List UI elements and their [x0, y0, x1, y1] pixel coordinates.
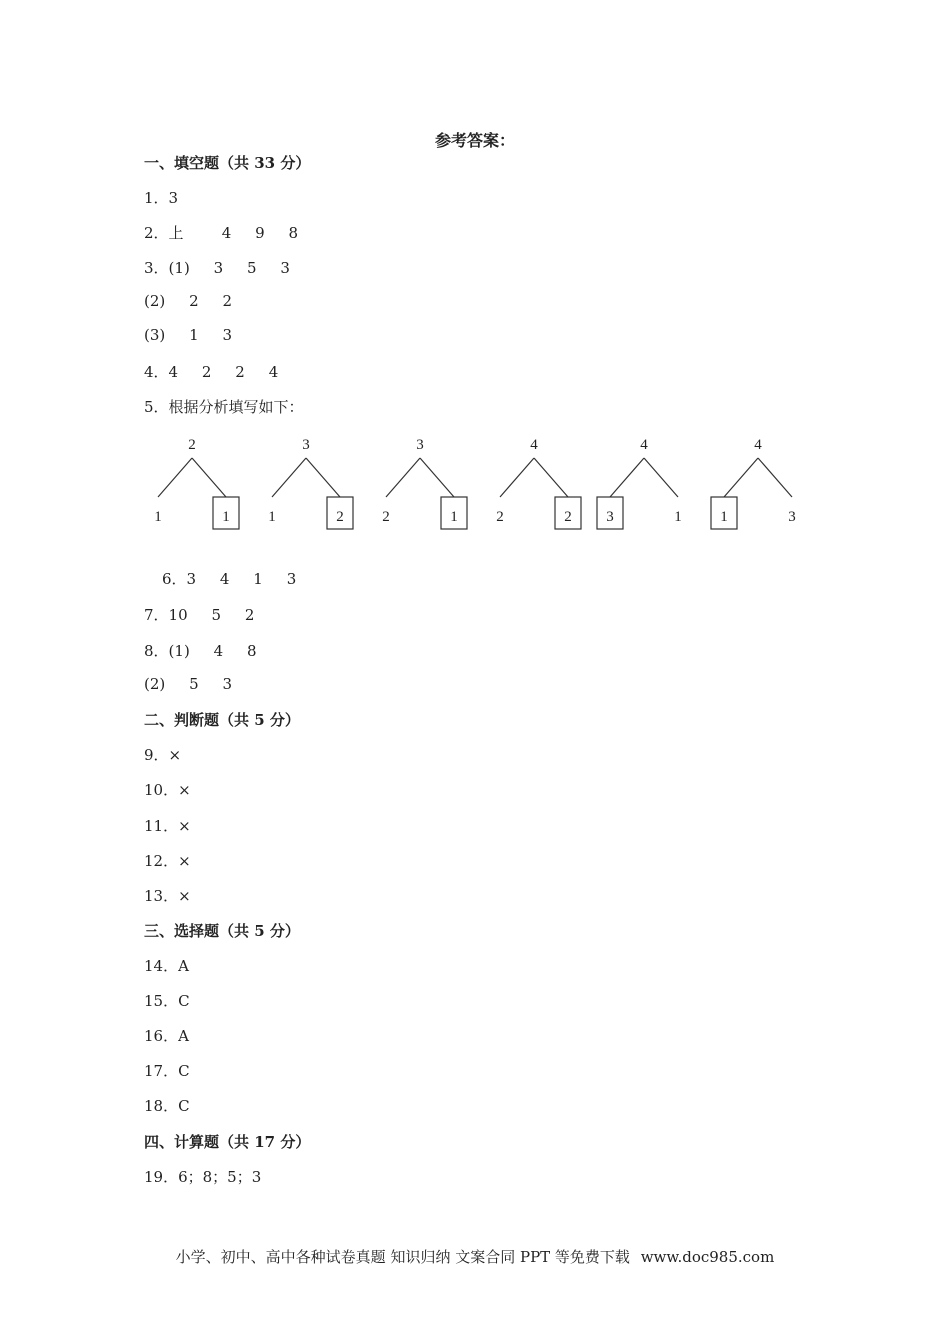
tree-5-left-branch [610, 458, 644, 497]
tree-4-right-branch [534, 458, 568, 497]
section-choice-heading: 三、选择题（共 5 分） [144, 922, 300, 940]
answer-2: 2．上 4 9 8 [144, 224, 298, 242]
footer-link[interactable]: www.doc985.com [640, 1248, 775, 1266]
answer-12: 12．× [144, 852, 191, 870]
answer-11: 11．× [144, 817, 191, 835]
tree-3-left-branch [386, 458, 420, 497]
tree-5-total: 4 [640, 437, 648, 453]
tree-2-total: 3 [302, 437, 310, 453]
answer-3-3: (3) 1 3 [144, 326, 233, 344]
tree-1-right-part: 1 [222, 509, 230, 525]
answer-7: 7．10 5 2 [144, 606, 255, 624]
tree-1-right-branch [192, 458, 226, 497]
footer-text: 小学、初中、高中各种试卷真题 知识归纳 文案合同 PPT 等免费下载 [175, 1248, 630, 1266]
tree-3-right-branch [420, 458, 454, 497]
answer-3-1: 3．(1) 3 5 3 [144, 259, 290, 277]
answer-8-2: (2) 5 3 [144, 675, 233, 693]
section-judgment-heading: 二、判断题（共 5 分） [144, 711, 300, 729]
tree-1-total: 2 [188, 437, 196, 453]
tree-4-left-part: 2 [496, 509, 504, 525]
answer-19: 19．6；8；5；3 [144, 1168, 262, 1186]
answer-17: 17．C [144, 1062, 190, 1080]
answer-13: 13．× [144, 887, 191, 905]
tree-6-total: 4 [754, 437, 762, 453]
answer-14: 14．A [144, 957, 189, 975]
page-title: 参考答案： [434, 131, 515, 150]
tree-3-left-part: 2 [382, 509, 390, 525]
tree-4-right-part: 2 [564, 509, 572, 525]
tree-6-left-part: 1 [720, 509, 728, 525]
section-calculation-heading: 四、计算题（共 17 分） [144, 1133, 311, 1151]
answer-15: 15．C [144, 992, 190, 1010]
tree-6-left-branch [724, 458, 758, 497]
section-fill-blank-heading: 一、填空题（共 33 分） [144, 154, 311, 172]
answer-8-1: 8．(1) 4 8 [144, 642, 257, 660]
answer-18: 18．C [144, 1097, 190, 1115]
number-split-diagrams [0, 425, 950, 540]
tree-6-right-branch [758, 458, 792, 497]
answer-4: 4．4 2 2 4 [144, 363, 279, 381]
answer-5: 5．根据分析填写如下： [144, 398, 304, 416]
page-footer [0, 1246, 950, 1267]
tree-1-left-branch [158, 458, 192, 497]
tree-1-left-part: 1 [154, 509, 162, 525]
answer-9: 9．× [144, 746, 182, 764]
answer-10: 10．× [144, 781, 191, 799]
tree-4-left-branch [500, 458, 534, 497]
tree-5-left-part: 3 [606, 509, 614, 525]
answer-16: 16．A [144, 1027, 189, 1045]
answer-3-2: (2) 2 2 [144, 292, 233, 310]
answer-6: 6．3 4 1 3 [162, 570, 297, 588]
tree-5-right-branch [644, 458, 678, 497]
tree-2-right-part: 2 [336, 509, 344, 525]
tree-2-left-branch [272, 458, 306, 497]
tree-5-right-part: 1 [674, 509, 682, 525]
tree-2-left-part: 1 [268, 509, 276, 525]
tree-2-right-branch [306, 458, 340, 497]
answer-1: 1．3 [144, 189, 179, 207]
tree-3-right-part: 1 [450, 509, 458, 525]
tree-4-total: 4 [530, 437, 538, 453]
tree-3-total: 3 [416, 437, 424, 453]
tree-6-right-part: 3 [788, 509, 796, 525]
